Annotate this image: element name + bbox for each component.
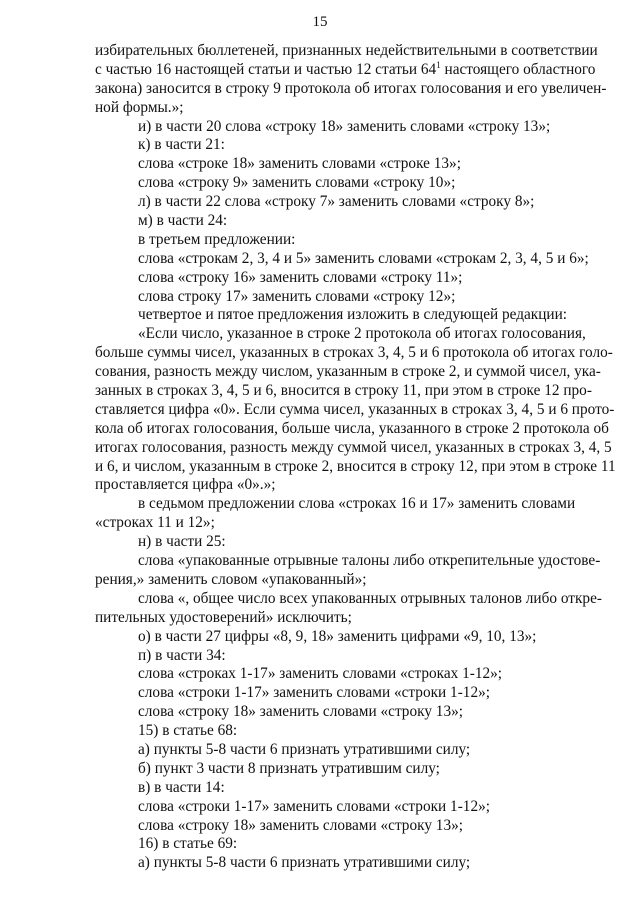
text-line: и 6, и числом, указанным в строке 2, вносится в строку 12, при этом в строке 11 — [95, 457, 616, 475]
text-line: и) в части 20 слова «строку 18» заменить словами «строку 13»; — [138, 117, 551, 135]
text-line: слова «строку 16» заменить словами «строку 11»; — [138, 268, 463, 286]
page-number: 15 — [312, 14, 328, 30]
text-line: ной формы.»; — [95, 98, 184, 116]
text-line: сования, разность между числом, указанным в строке 2, и суммой чисел, ука- — [95, 363, 601, 381]
text-line: в третьем предложении: — [138, 230, 296, 248]
text-line: четвертое и пятое предложения изложить в следующей редакции: — [138, 306, 568, 324]
text-line: слова «, общее число всех упакованных отрывных талонов либо откре- — [138, 589, 602, 607]
text-line: а) пункты 5-8 части 6 признать утратившими силу; — [138, 740, 471, 758]
text-line: слова «строки 1-17» заменить словами «строки 1-12»; — [138, 684, 490, 702]
text-line-part: с частью 16 настоящей статьи и частью 12 статьи 64 — [95, 60, 437, 78]
text-line: кола об итогах голосования, больше числа, указанного в строке 2 протокола об — [95, 419, 609, 437]
text-line: в) в части 14: — [138, 778, 225, 796]
text-line: избирательных бюллетеней, признанных недействительными в соответствии — [95, 42, 598, 59]
text-line: слова «строкам 2, 3, 4 и 5» заменить словами «строкам 2, 3, 4, 5 и 6»; — [138, 249, 589, 267]
text-line: закона) заносится в строку 9 протокола об итогах голосования и его увеличен- — [95, 79, 607, 97]
text-line: 15) в статье 68: — [138, 722, 238, 740]
text-line: н) в части 25: — [138, 533, 226, 551]
text-line: б) пункт 3 части 8 признать утратившим силу; — [138, 759, 440, 777]
text-line: слова «строку 18» заменить словами «строку 13»; — [138, 703, 463, 721]
text-line: занных в строках 3, 4, 5 и 6, вносится в строку 11, при этом в строке 12 про- — [95, 382, 592, 400]
text-line: пительных удостоверений» исключить; — [95, 608, 352, 626]
text-line-part: настоящего областного — [440, 60, 596, 78]
text-line — [95, 59, 596, 80]
text-line: ставляется цифра «0». Если сумма чисел, указанных в строках 3, 4, 5 и 6 прото- — [95, 400, 615, 418]
text-line: 16) в статье 69: — [138, 835, 238, 853]
text-line: о) в части 27 цифры «8, 9, 18» заменить цифрами «9, 10, 13»; — [138, 627, 537, 645]
text-line: п) в части 34: — [138, 646, 226, 664]
text-line: а) пункты 5-8 части 6 признать утратившими силу; — [138, 854, 471, 872]
text-line: итогах голосования, разность между суммой чисел, указанных в строках 3, 4, 5 — [95, 438, 612, 456]
text-line: больше суммы чисел, указанных в строках 3, 4, 5 и 6 протокола об итогах голо- — [95, 344, 613, 362]
text-line: рения,» заменить словом «упакованный»; — [95, 570, 367, 588]
text-line: слова строку 17» заменить словами «строку 12»; — [138, 287, 456, 305]
text-line: слова «строку 18» заменить словами «строку 13»; — [138, 816, 463, 834]
text-line: л) в части 22 слова «строку 7» заменить словами «строку 8»; — [138, 193, 535, 211]
text-line: «строках 11 и 12»; — [95, 514, 215, 532]
text-line: слова «строки 1-17» заменить словами «строки 1-12»; — [138, 797, 490, 815]
text-line: проставляется цифра «0».»; — [95, 476, 276, 494]
superscript: 1 — [436, 59, 441, 70]
text-line: слова «строку 9» заменить словами «строку 10»; — [138, 174, 456, 192]
document-body — [95, 42, 616, 873]
text-line: слова «строке 18» заменить словами «строке 13»; — [138, 155, 461, 173]
text-line: в седьмом предложении слова «строках 16 и 17» заменить словами — [138, 495, 576, 513]
text-line: «Если число, указанное в строке 2 протокола об итогах голосования, — [138, 325, 586, 343]
text-line: м) в части 24: — [138, 212, 228, 230]
text-line: слова «строках 1-17» заменить словами «строках 1-12»; — [138, 665, 503, 683]
text-line: слова «упакованные отрывные талоны либо открепительные удостове- — [138, 552, 601, 570]
text-line: к) в части 21: — [138, 136, 225, 154]
